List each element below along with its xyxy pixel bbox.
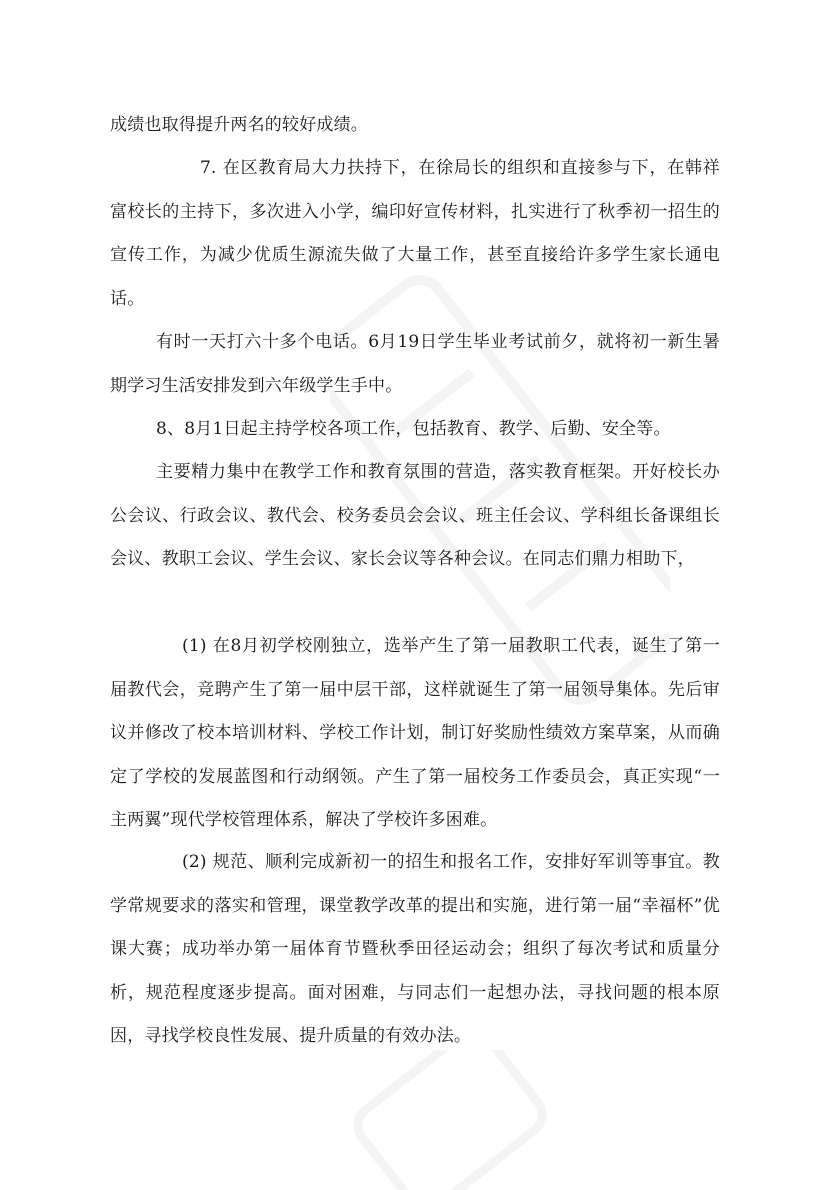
paragraph-subitem-1: (1) 在8月初学校刚独立，选举产生了第一届教职工代表，诞生了第一届教代会，竞聘产生了第一届中层干部，这样就诞生了第一届领导集体。先后审议并修改了校本培训材料、学校工作计划，制订好奖励性绩效方案草案，从而确定了学校的发展蓝图和行动纲领。产生了第一届校务工作委员会，真正实现“一主两翼”现代学校管理体系，解决了学校许多困难。 [110, 636, 720, 830]
paragraph-item-8: 8、8月1日起主持学校各项工作，包括教育、教学、后勤、安全等。 [156, 419, 671, 439]
paragraph-closing-line: 成绩也取得提升两名的较好成绩。 [110, 115, 368, 135]
paragraph-subitem-2: (2) 规范、顺利完成新初一的招生和报名工作，安排好军训等事宜。教学常规要求的落实和管理，课堂教学改革的提出和实施，进行第一届“幸福杯”优课大赛；成功举办第一届体育节暨秋季田径运动会；组织了每次考试和质量分析，规范程度逐步提高。面对困难，与同志们一起想办法，寻找问题的根本原因，寻找学校良性发展、提升质量的有效办法。 [110, 852, 720, 1046]
paragraph-main-focus: 主要精力集中在教学工作和教育氛围的营造，落实教育框架。开好校长办公会议、行政会议、教代会、校务委员会会议、班主任会议、学科组长备课组长会议、教职工会议、学生会议、家长会议等各种会议。在同志们鼎力相助下， [110, 462, 720, 569]
paragraph-phone-calls: 有时一天打六十多个电话。6月19日学生毕业考试前夕，就将初一新生暑期学习生活安排发到六年级学生手中。 [110, 332, 720, 396]
watermark-logo-bottom [300, 1050, 600, 1190]
paragraph-item-7: 7. 在区教育局大力扶持下，在徐局长的组织和直接参与下，在韩祥富校长的主持下，多次进入小学，编印好宣传材料，扎实进行了秋季初一招生的宣传工作，为减少优质生源流失做了大量工作，甚至直接给许多学生家长通电话。 [110, 158, 720, 309]
